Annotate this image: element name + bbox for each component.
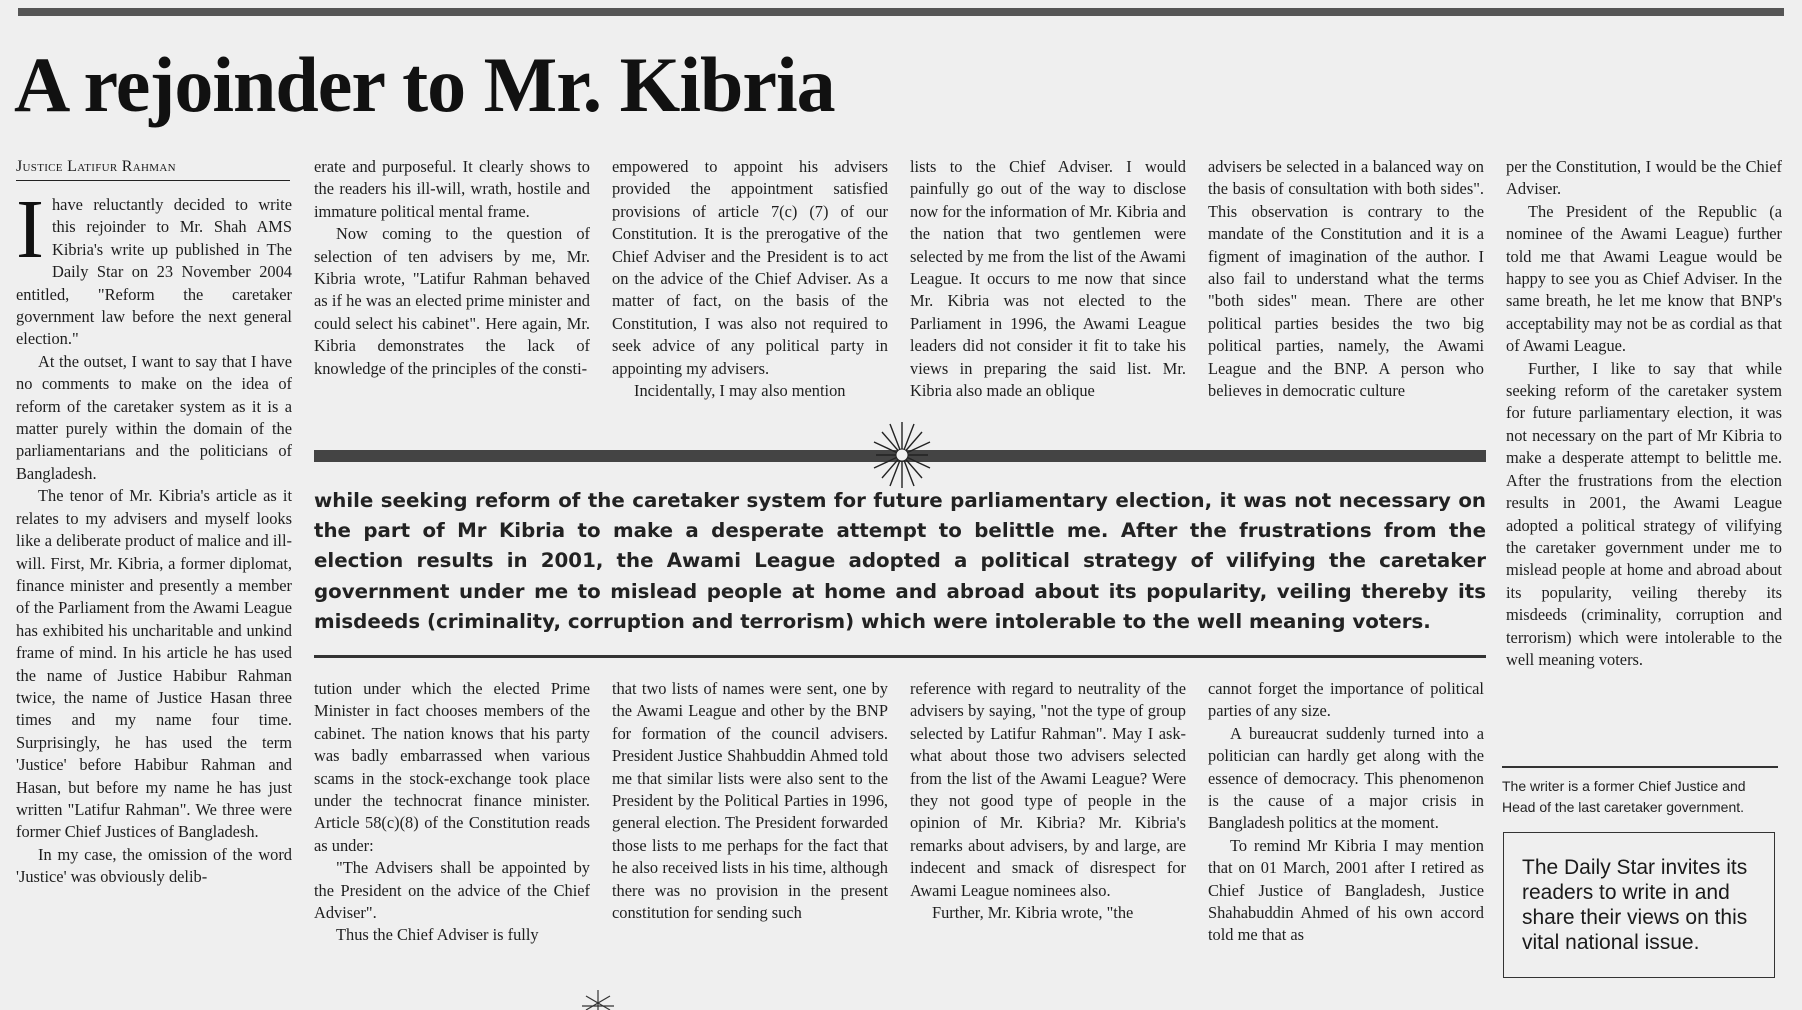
article-column-5-lower (1208, 678, 1484, 984)
reader-invite-box: The Daily Star invites its readers to write in and share their views on this vital national issue. (1503, 832, 1775, 978)
article-column-3-lower (612, 678, 888, 984)
paragraph: reference with regard to neutrality of the advisers by saying, "not the type of group selected by Latifur Rahman". May I ask-what about those two advisers selected from the list of the Awami League? Were they not good type of people in the opinion of Mr. Kibria? Mr. Kibria's remarks about advisers, by and large, are indecent and smack of disrespect for Awami League nominees also. (910, 679, 1186, 900)
paragraph: A bureaucrat suddenly turned into a politician can hardly get along with the essence of democracy. This phenomenon is the cause of a major crisis in Bangladesh politics at the moment. (1208, 723, 1484, 833)
paragraph: that two lists of names were sent, one by the Awami League and other by the BNP for formation of the council advisers. President Justice Shahbuddin Ahmed told me that similar lists were also sent to the President by the Political Parties in 1996, general election. The President forwarded those lists to me perhaps for the fact that he also received lists in his time, although there was no provision in the present constitution for sending such (612, 679, 888, 923)
end-rule (1502, 766, 1778, 768)
top-rule (18, 8, 1784, 16)
paragraph: Further, I like to say that while seeking reform of the caretaker system for future parliamentary election, it was not necessary on the part of Mr Kibria to make a desperate attempt to belittle me. After the frustrations from the election results in 2001, the Awami League adopted a political strategy of vilifying the caretaker government under me to mislead people at home and abroad about its popularity, veiling thereby its misdeeds (criminality, corruption and terrorism) which were intolerable to the well meaning voters. (1506, 358, 1782, 669)
drop-cap: I (16, 194, 44, 276)
article-column-6 (1506, 156, 1782, 764)
writer-note: The writer is a former Chief Justice and Head of the last caretaker government. (1502, 778, 1746, 815)
paragraph: erate and purposeful. It clearly shows to the readers his ill-will, wrath, hostile and immature political mental frame. (314, 157, 590, 221)
paragraph: The President of the Republic (a nominee of the Awami League) further told me that Awami League would be happy to see you as Chief Adviser. In the same breath, he let me know that BNP's acceptability may not be as cordial as that of Awami League. (1506, 201, 1782, 356)
byline: Justice Latifur Rahman (16, 158, 290, 181)
starburst-ornament-icon (580, 986, 616, 1010)
paragraph: empowered to appoint his advisers provided the appointment satisfied provisions of article 7(c) (7) of our Constitution. It is the prerogative of the Chief Adviser and the President is to act on the advice of the Chief Adviser. As a matter of fact, on the basis of the Constitution, I was also not required to seek advice of any political party in appointing my advisers. (612, 157, 888, 378)
starburst-ornament-icon (872, 420, 932, 490)
paragraph: "The Advisers shall be appointed by the President on the advice of the Chief Adviser". (314, 858, 590, 923)
paragraph: lists to the Chief Adviser. I would painfully go out of the way to disclose now for the information of Mr. Kibria and the nation that two gentlemen were selected by me from the list of the Awami League. It occurs to me now that since Mr. Kibria was not elected to the Parliament in 1996, the Awami League leaders did not consider it fit to take his views in preparing the said list. Mr. Kibria also made an oblique (910, 157, 1186, 401)
paragraph: cannot forget the importance of political parties of any size. (1208, 679, 1484, 721)
paragraph: tution under which the elected Prime Minister in fact chooses members of the cabinet. The nation knows that his party was badly embarrassed when various scams in the stock-exchange took place under the technocrat finance minister. Article 58(c)(8) of the Constitution reads as under: (314, 679, 590, 855)
pull-quote: while seeking reform of the caretaker system for future parliamentary election, it was not necessary on the part of Mr Kibria to make a desperate attempt to belittle me. After the frustrations from the election results in 2001, the Awami League adopted a political strategy of vilifying the caretaker government under me to mislead people at home and abroad about its popularity, veiling thereby its misdeeds (criminality, corruption and terrorism) which were intolerable to the well meaning voters. (314, 489, 1486, 633)
article-column-2-lower (314, 678, 590, 984)
article-column-4-lower (910, 678, 1186, 984)
headline: A rejoinder to Mr. Kibria (14, 41, 835, 128)
paragraph: In my case, the omission of the word 'Justice' was obviously delib- (16, 844, 292, 887)
article-column-5-upper (1208, 156, 1484, 426)
paragraph: Incidentally, I may also mention (634, 381, 846, 401)
paragraph: per the Constitution, I would be the Chief Adviser. (1506, 157, 1782, 199)
paragraph: Ihave reluctantly decided to write this rejoinder to Mr. Shah AMS Kibria's write up published in The Daily Star on 23 November 2004 entitled, "Reform the caretaker government law before the next general election." (16, 194, 292, 349)
paragraph: To remind Mr Kibria I may mention that on 01 March, 2001 after I retired as Chief Justice of Bangladesh, Justice Shahabuddin Ahmed of his own accord told me that as (1208, 835, 1484, 945)
pullquote-rule-bottom (314, 655, 1486, 658)
paragraph: advisers be selected in a balanced way on the basis of consultation with both sides". This observation is contrary to the mandate of the Constitution and it is a figment of imagination of the author. I also fail to understand what the terms "both sides" mean. There are other political parties besides the two big political parties, namely, the Awami League and the BNP. A person who believes in democratic culture (1208, 157, 1484, 401)
paragraph: Thus the Chief Adviser is fully (336, 925, 539, 945)
paragraph: Further, Mr. Kibria wrote, "the (932, 903, 1134, 923)
article-column-1 (16, 194, 292, 984)
article-column-3-upper (612, 156, 888, 426)
paragraph: The tenor of Mr. Kibria's article as it relates to my advisers and myself looks like a deliberate product of malice and ill-will. First, Mr. Kibria, a former diplomat, finance minister and presently a member of the Parliament from the Awami League has exhibited his uncharitable and unkind frame of mind. In his article he has used the name of Justice Habibur Rahman twice, the name of Justice Hasan three times and my name four time. Surprisingly, he has used the term 'Justice' before Habibur Rahman and Hasan, but before my name he has just written "Latifur Rahman". We three were former Chief Justices of Bangladesh. (16, 486, 292, 842)
paragraph: Now coming to the question of selection of ten advisers by me, Mr. Kibria wrote, "Latifur Rahman behaved as if he was an elected prime minister and could select his cabinet". Here again, Mr. Kibria demonstrates the lack of knowledge of the principles of the consti- (314, 224, 590, 378)
article-column-4-upper (910, 156, 1186, 426)
article-column-2-upper (314, 156, 590, 426)
paragraph: At the outset, I want to say that I have no comments to make on the idea of reform of the caretaker system as it is a matter purely within the domain of the parliamentarians and the politicians of Bangladesh. (16, 351, 292, 483)
